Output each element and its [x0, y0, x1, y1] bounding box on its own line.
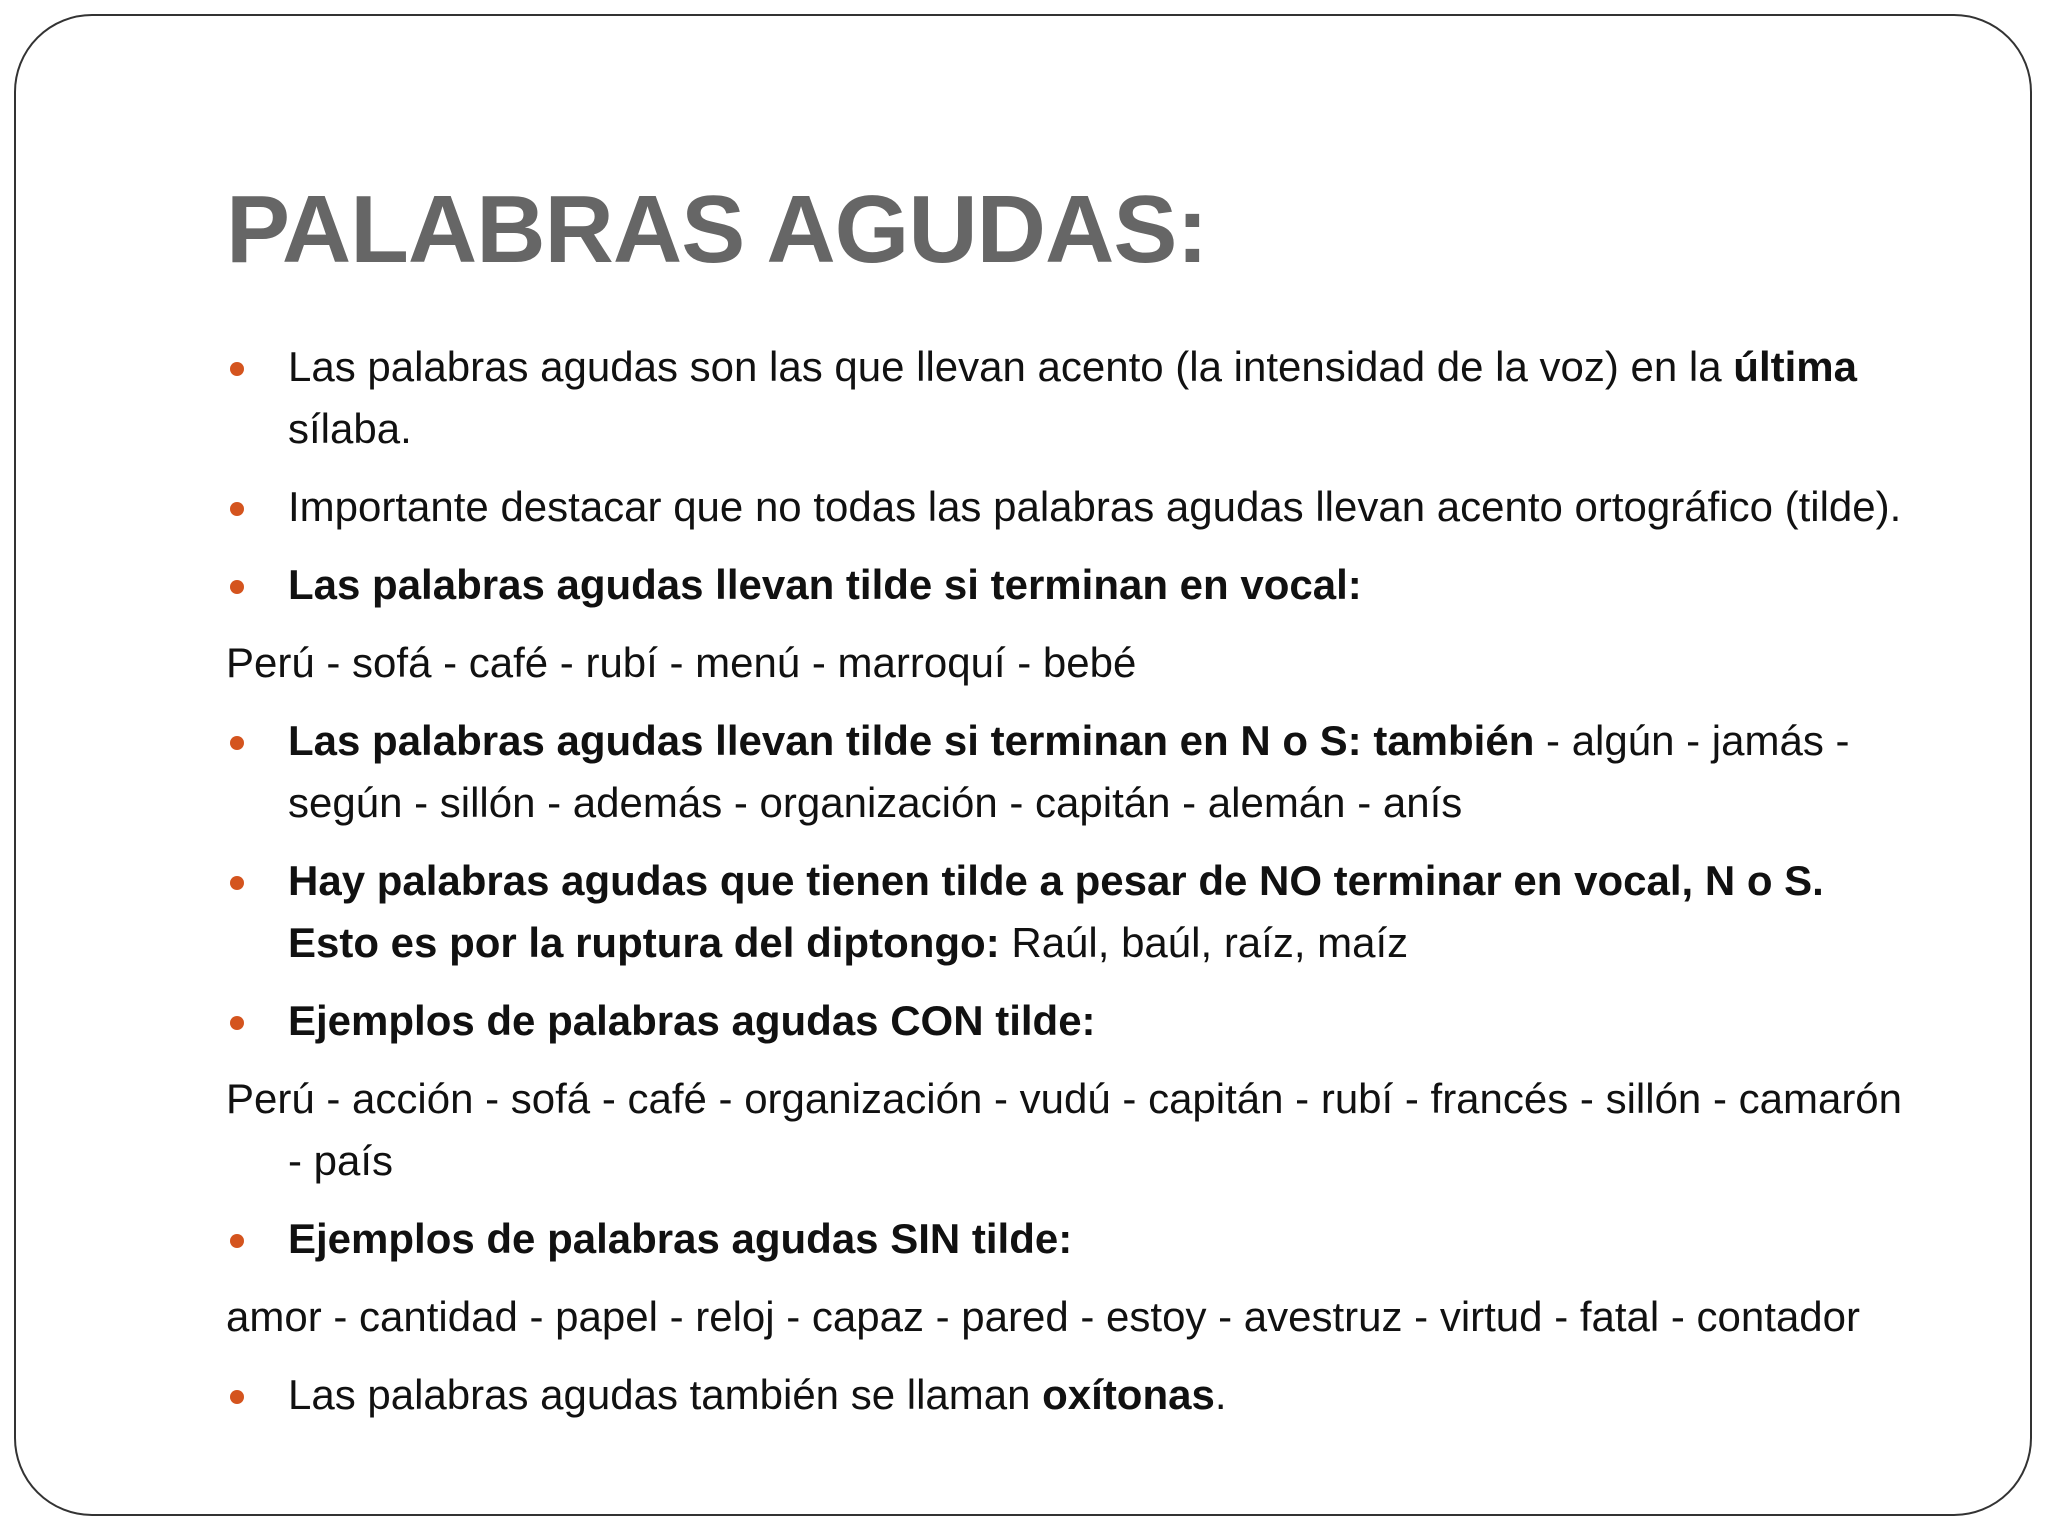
- item-bold-text: Ejemplos de palabras agudas CON tilde:: [288, 997, 1096, 1044]
- bullet-oxitonas: [226, 1364, 1926, 1426]
- bullet-dot-icon: [230, 1016, 244, 1030]
- bullet-dot-icon: [230, 580, 244, 594]
- examples-con-tilde: [226, 1068, 1926, 1192]
- bullet-not-all-tilde: [226, 476, 1926, 538]
- bullet-examples-sin-tilde: [226, 1208, 1926, 1270]
- item-bold-text: Ejemplos de palabras agudas SIN tilde:: [288, 1215, 1073, 1262]
- item-bold-text: Las palabras agudas llevan tilde si terminan en N o S: también: [288, 717, 1535, 764]
- item-text: Las palabras agudas también se llaman: [288, 1371, 1043, 1418]
- bullet-dot-icon: [230, 1390, 244, 1404]
- item-text: - algún - jamás - según - sillón - además - organización - capitán - alemán - anís: [288, 717, 1850, 826]
- bullet-dot-icon: [230, 736, 244, 750]
- item-bold-text: Hay palabras agudas que tienen tilde a pesar de NO terminar en vocal, N o S. Esto es por la ruptura del diptongo:: [288, 857, 1824, 966]
- bullet-rule-n-s: [226, 710, 1926, 834]
- item-text: Las palabras agudas son las que llevan acento (la intensidad de la voz) en la: [288, 343, 1734, 390]
- bullet-dot-icon: [230, 1234, 244, 1248]
- bullet-dot-icon: [230, 502, 244, 516]
- item-text: .: [1214, 1371, 1227, 1418]
- slide-content: [226, 336, 1926, 1442]
- item-text: Perú - sofá - café - rubí - menú - marroquí - bebé: [226, 639, 1137, 686]
- item-text: sílaba.: [288, 405, 412, 452]
- item-bold-text: oxítonas: [1042, 1371, 1215, 1418]
- examples-vowel: [226, 632, 1926, 694]
- item-text: Raúl, baúl, raíz, maíz: [999, 919, 1409, 966]
- bullet-definition: [226, 336, 1926, 460]
- bullet-dot-icon: [230, 876, 244, 890]
- item-bold-text: última: [1733, 343, 1857, 390]
- slide-title: PALABRAS AGUDAS:: [226, 176, 1208, 283]
- item-text: Importante destacar que no todas las palabras agudas llevan acento ortográfico (tilde).: [288, 483, 1902, 530]
- bullet-dot-icon: [230, 362, 244, 376]
- bullet-rule-vowel: [226, 554, 1926, 616]
- bullet-examples-con-tilde: [226, 990, 1926, 1052]
- item-text: amor - cantidad - papel - reloj - capaz - pared - estoy - avestruz - virtud - fatal - contador: [226, 1293, 1861, 1340]
- item-bold-text: Las palabras agudas llevan tilde si terminan en vocal:: [288, 561, 1362, 608]
- item-text: Perú - acción - sofá - café - organización - vudú - capitán - rubí - francés - sillón - camarón - país: [226, 1075, 1903, 1184]
- bullet-rule-diptongo: [226, 850, 1926, 974]
- examples-sin-tilde: [226, 1286, 1926, 1348]
